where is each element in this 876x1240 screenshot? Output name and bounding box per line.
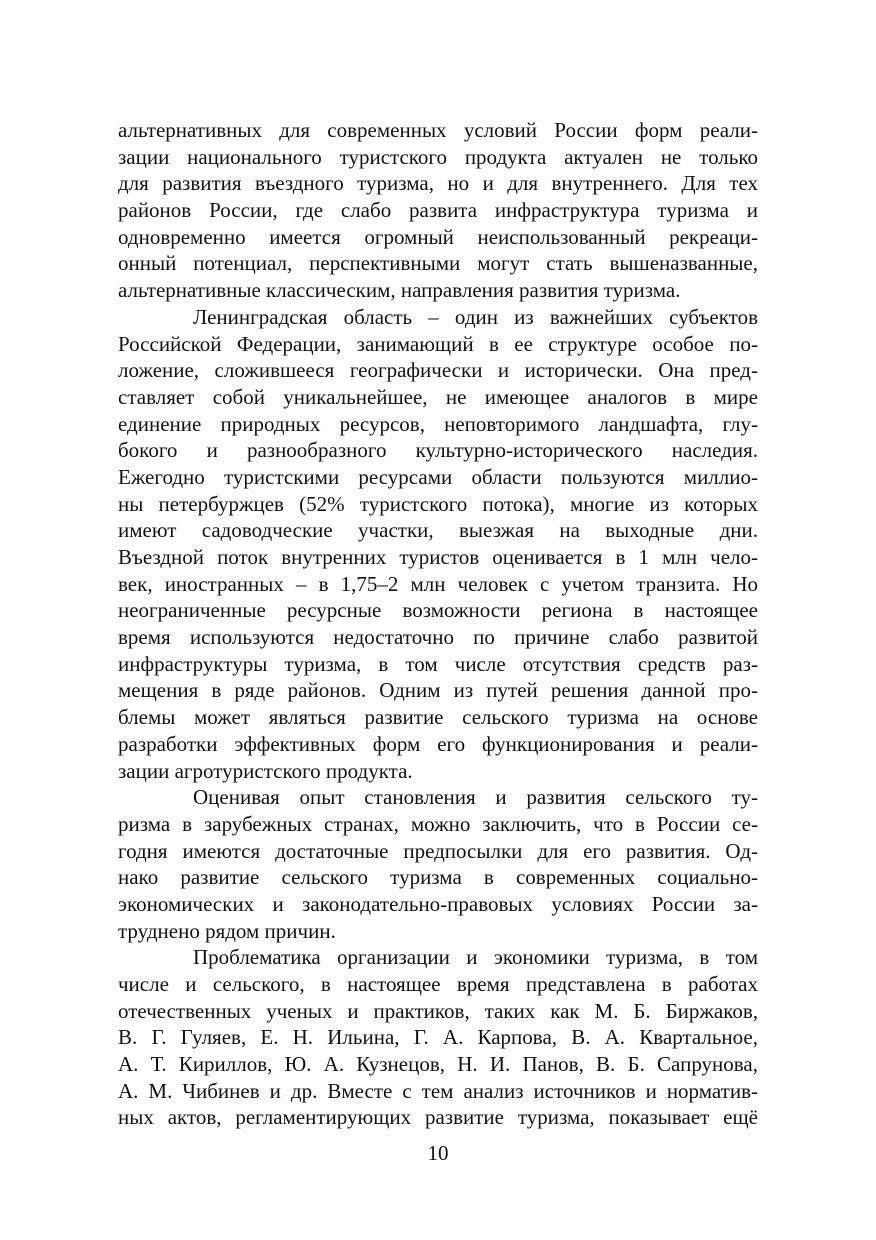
body-text [118, 117, 758, 1131]
text-line: труднено рядом причин. [118, 918, 336, 943]
paragraph-2 [118, 304, 758, 784]
text-line: ны петербуржцев (52% туристского потока), многие из которых [118, 491, 758, 516]
text-line: Въездной поток внутренних туристов оценивается в 1 млн чело- [118, 545, 758, 569]
text-line: зации агротуристского продукта. [118, 758, 413, 783]
text-line: районов России, где слабо развита инфраструктура туризма и [118, 198, 758, 223]
text-line: Ежегодно туристскими ресурсами области пользуются миллио- [118, 464, 758, 489]
text-line: числе и сельского, в настоящее время представлена в работах [118, 972, 758, 996]
text-line: ставляет собой уникальнейшее, не имеющее аналогов в мире [118, 384, 758, 409]
text-line: блемы может являться развитие сельского туризма на основе [118, 705, 758, 730]
text-line: ложение, сложившееся географически и исторически. Она пред- [118, 358, 758, 383]
text-line: годня имеются достаточные предпосылки для его развития. Од- [118, 838, 758, 863]
text-line: В. Г. Гуляев, Е. Н. Ильина, Г. А. Карпова, В. А. Квартальное, [118, 1025, 758, 1050]
text-line: время используются недостаточно по причине слабо развитой [118, 625, 758, 650]
text-line: онный потенциал, перспективными могут стать вышеназванные, [118, 251, 758, 276]
text-line: Оценивая опыт становления и развития сельского ту- [193, 785, 758, 810]
text-line: Проблематика организации и экономики туризма, в том [193, 945, 758, 970]
text-line: нако развитие сельского туризма в современных социально- [118, 865, 758, 890]
paragraph-1 [118, 117, 758, 304]
text-line: А. М. Чибинев и др. Вместе с тем анализ источников и норматив- [118, 1078, 758, 1103]
paragraph-3 [118, 784, 758, 944]
text-line: бокого и разнообразного культурно-исторического наследия. [118, 438, 758, 463]
text-line: единение природных ресурсов, неповторимого ландшафта, глу- [118, 411, 758, 436]
text-line: век, иностранных – в 1,75–2 млн человек с учетом транзита. Но [118, 571, 758, 596]
paragraph-4 [118, 944, 758, 1131]
text-line: для развития въездного туризма, но и для внутреннего. Для тех [118, 171, 758, 196]
text-line: ных актов, регламентирующих развитие туризма, показывает ещё [118, 1105, 758, 1130]
text-line: мещения в ряде районов. Одним из путей решения данной про- [118, 678, 758, 703]
text-line: Ленинградская область – один из важнейших субъектов [193, 304, 758, 329]
text-line: отечественных ученых и практиков, таких как М. Б. Биржаков, [118, 998, 758, 1023]
text-line: зации национального туристского продукта актуален не только [118, 144, 758, 169]
text-line: одновременно имеется огромный неиспользованный рекреаци- [118, 224, 758, 249]
text-line: ризма в зарубежных странах, можно заключить, что в России се- [118, 811, 758, 836]
page-number: 10 [427, 1141, 449, 1165]
text-line: альтернативные классическим, направления развития туризма. [118, 278, 681, 303]
text-line: инфраструктуры туризма, в том числе отсутствия средств раз- [118, 651, 758, 676]
text-line: неограниченные ресурсные возможности региона в настоящее [118, 598, 758, 623]
text-line: альтернативных для современных условий России форм реали- [118, 118, 758, 142]
text-line: А. Т. Кириллов, Ю. А. Кузнецов, Н. И. Панов, В. Б. Сапрунова, [118, 1052, 758, 1077]
text-line: разработки эффективных форм его функционирования и реали- [118, 731, 758, 756]
text-line: Российской Федерации, занимающий в ее структуре особое по- [118, 331, 758, 356]
text-line: имеют садоводческие участки, выезжая на выходные дни. [118, 518, 758, 543]
text-line: экономических и законодательно-правовых условиях России за- [118, 891, 758, 916]
